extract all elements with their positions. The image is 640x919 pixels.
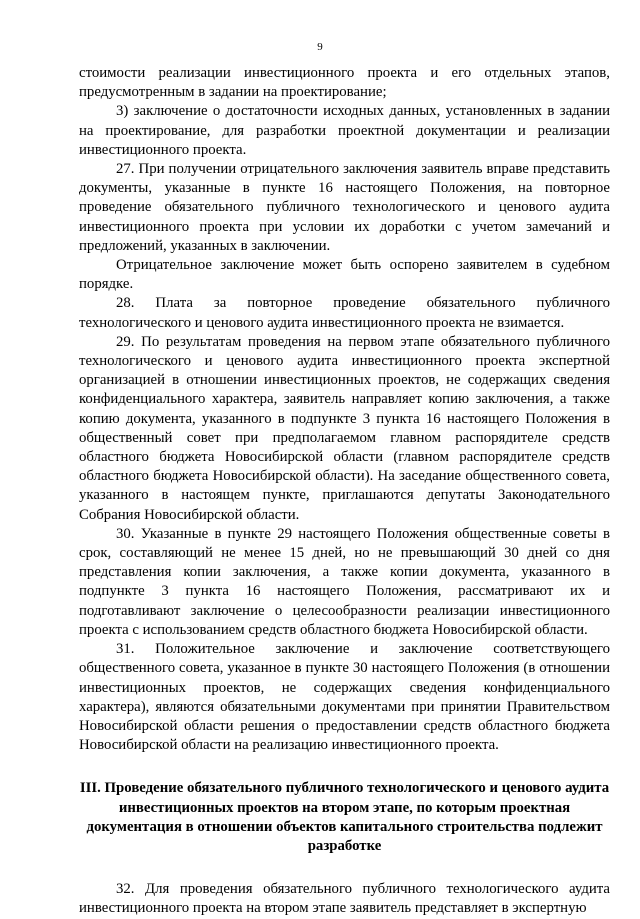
paragraph-30: 30. Указанные в пункте 29 настоящего Положения общественные советы в срок, составляющий не менее 15 дней, но не превышающий 30 дней со дня представления копии заключения, а также копии документа, указанного в подпункте 3 пункта 16 настоящего Положения, рассматривают их и подготавливают заключение о целесообразности реализации инвестиционного проекта с использованием средств областного бюджета Новосибирской области. bbox=[79, 525, 610, 638]
document-body bbox=[79, 64, 610, 919]
paragraph-28: 28. Плата за повторное проведение обязательного публичного технологического и ценового аудита инвестиционного проекта не взимается. bbox=[79, 295, 610, 331]
paragraph-27-appeal: Отрицательное заключение может быть оспорено заявителем в судебном порядке. bbox=[79, 257, 610, 293]
paragraph-27: 27. При получении отрицательного заключения заявитель вправе представить документы, указанные в пункте 16 настоящего Положения, на повторное проведение обязательного публичного технологического и ценового аудита инвестиционного проекта при условии их доработки с учетом замечаний и предложений, указанных в заключении. bbox=[79, 161, 610, 254]
paragraph-31: 31. Положительное заключение и заключение соответствующего общественного совета, указанное в пункте 30 настоящего Положения (в отношении инвестиционных проектов, не содержащих сведения конфиденциального характера), являются обязательными документами при принятии Правительством Новосибирской области решения о предоставлении средств областного бюджета Новосибирской области на реализацию инвестиционного проекта. bbox=[79, 641, 610, 754]
page-number: 9 bbox=[317, 41, 323, 53]
paragraph-subitem-3: 3) заключение о достаточности исходных данных, установленных в задании на проектирование, для разработки проектной документации и реализации инвестиционного проекта. bbox=[79, 103, 610, 158]
section-heading: III. Проведение обязательного публичного технологического и ценового аудита инвестиционных проектов на втором этапе, по которым проектная документация в отношении объектов капитального строительства подлежит разработке bbox=[79, 780, 610, 854]
paragraph-29: 29. По результатам проведения на первом этапе обязательного публичного технологического и ценового аудита инвестиционного проекта экспертной организацией в отношении инвестиционных проектов, не содержащих сведения конфиденциального характера, заявитель направляет копию заключения, а также копию документа, указанного в подпункте 3 пункта 16 настоящего Положения в общественный совет при предполагаемом главном распорядителе средств областного бюджета Новосибирской области (главном распорядителе средств областного бюджета Новосибирской области). На заседание общественного совета, указанного в настоящем пункте, приглашаются депутаты Законодательного Собрания Новосибирской области. bbox=[79, 333, 610, 523]
paragraph-32: 32. Для проведения обязательного публичного технологического аудита инвестиционного проекта на втором этапе заявитель представляет в экспертную bbox=[79, 881, 610, 917]
paragraph-continuation: стоимости реализации инвестиционного проекта и его отдельных этапов, предусмотренным в задании на проектирование; bbox=[79, 65, 610, 101]
